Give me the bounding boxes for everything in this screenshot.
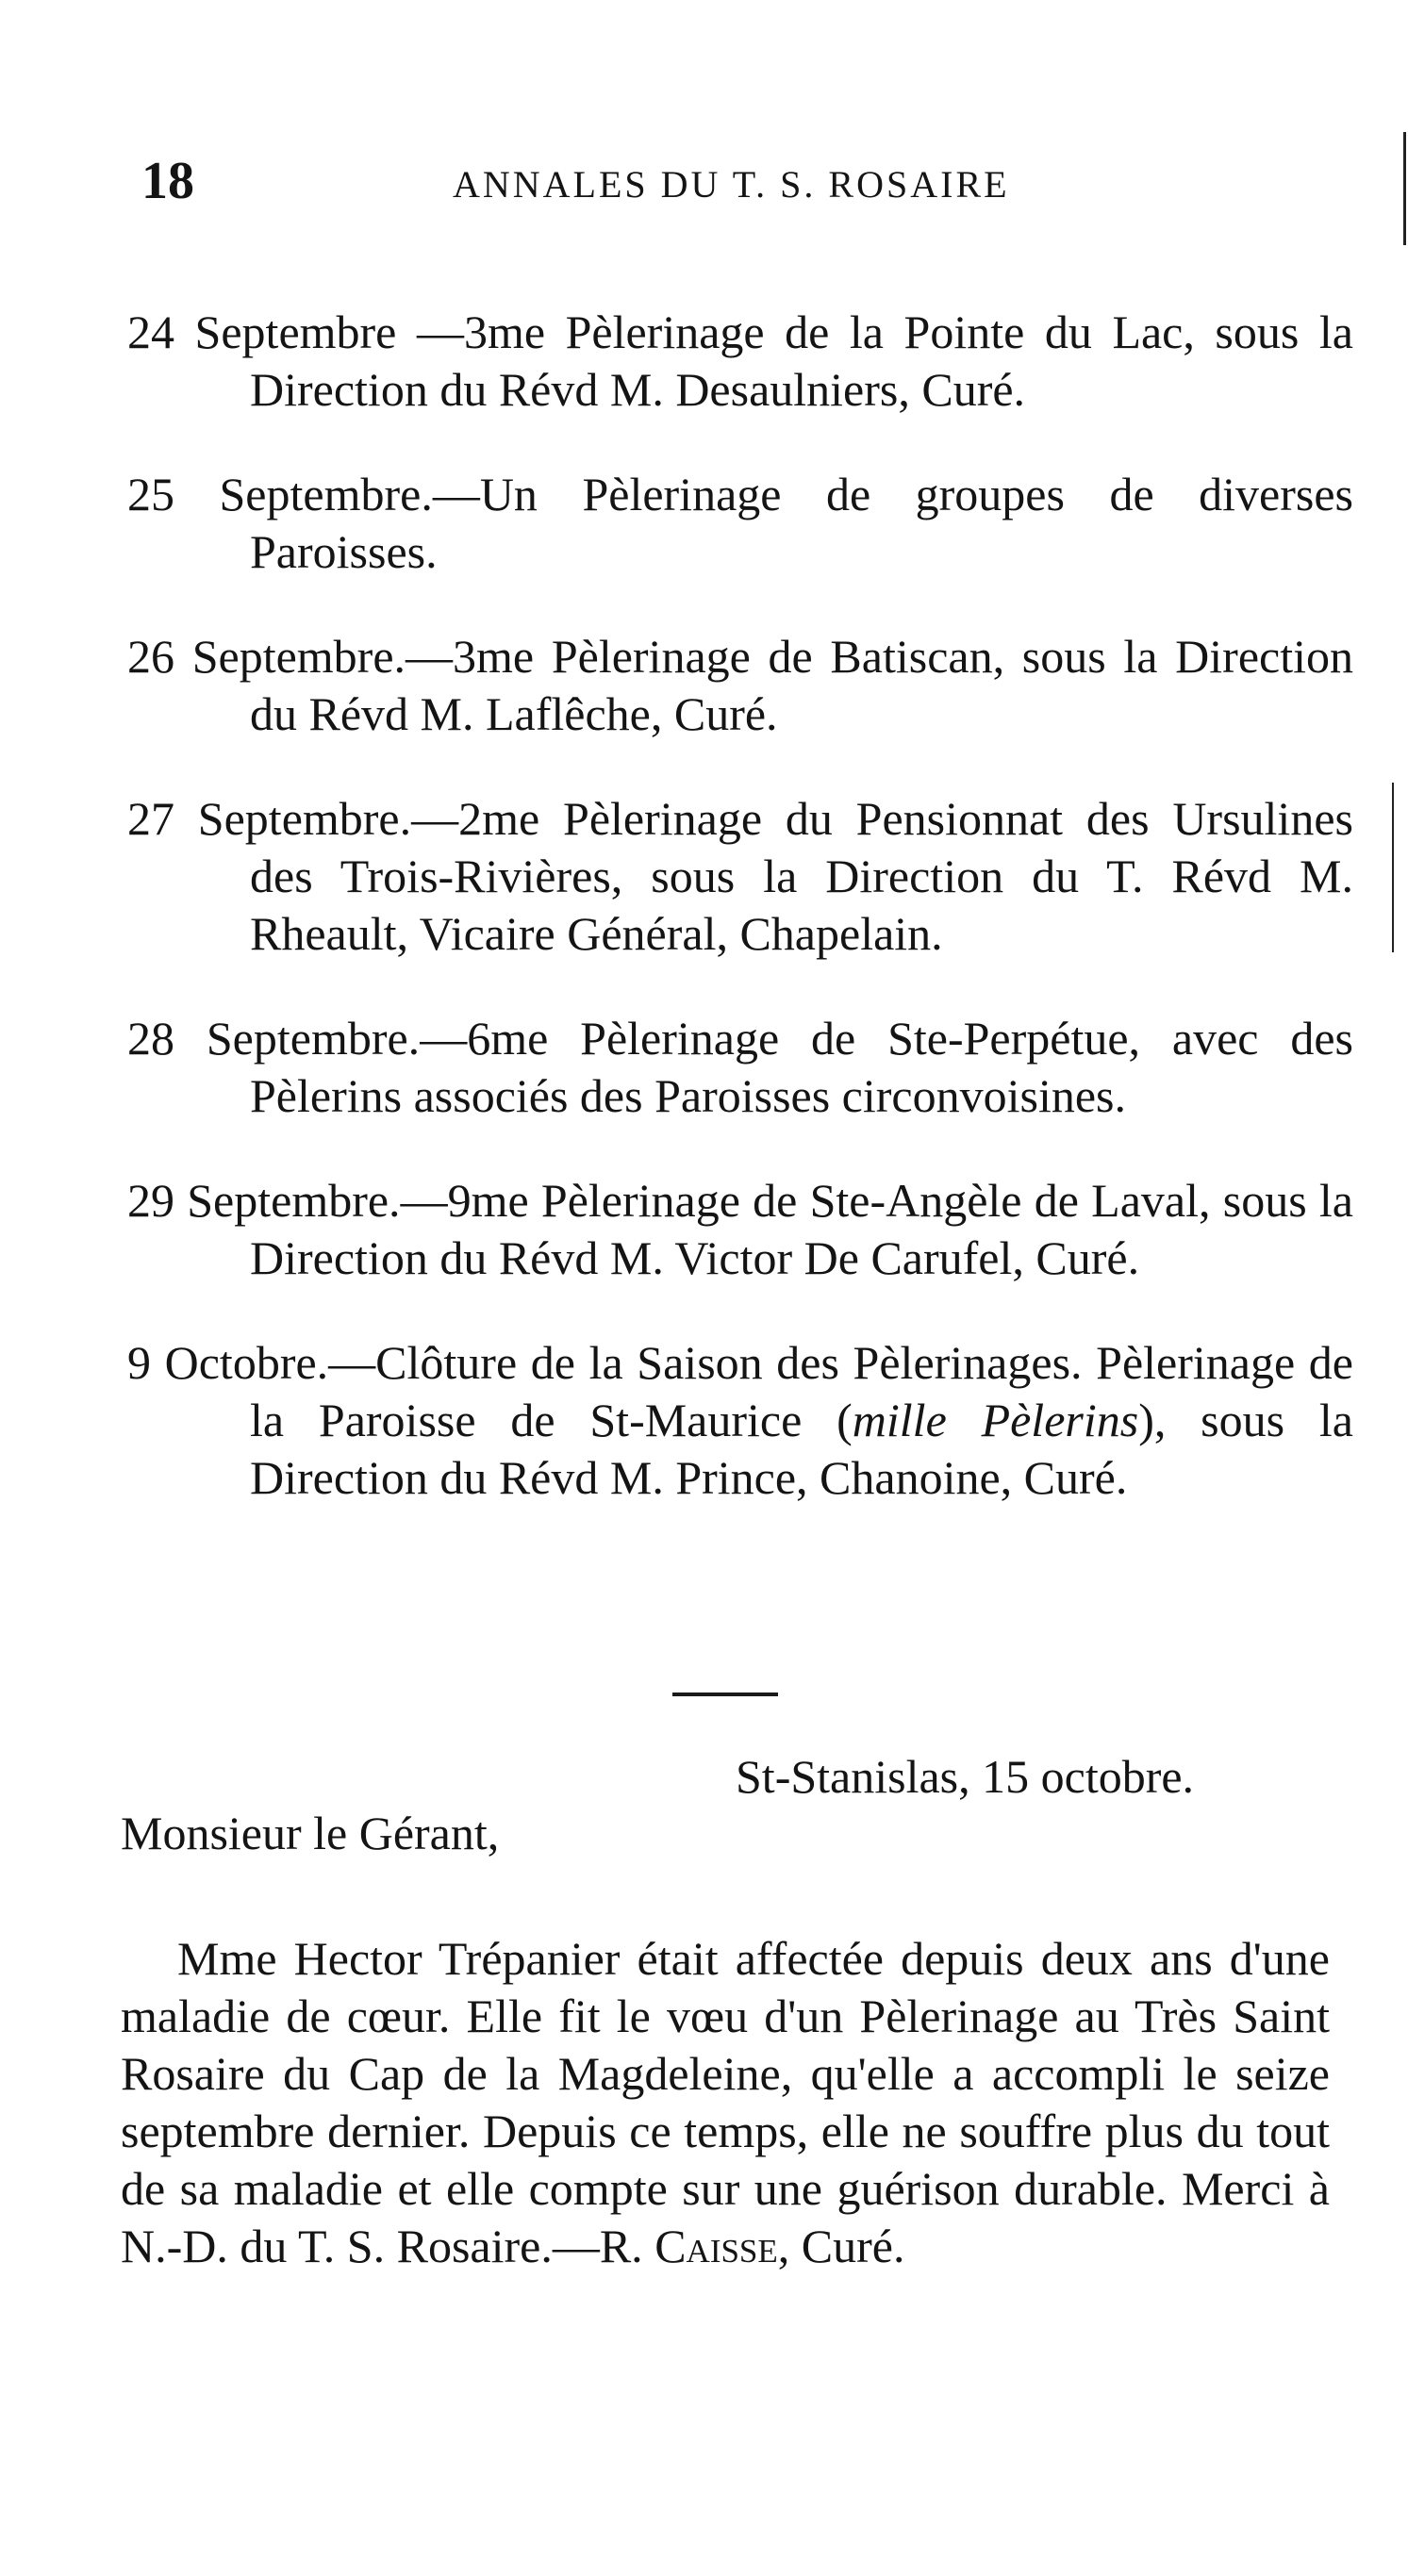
entry-text: ), sous la Direction du Révd M. Prince, Chanoine, Curé.	[250, 1394, 1353, 1504]
entry-text: —3me Pèlerinage de Batiscan, sous la Direction du Révd M. Laflêche, Curé.	[250, 630, 1353, 740]
list-item	[127, 790, 1353, 963]
list-item	[127, 304, 1353, 419]
entry-date: 24 Septembre	[127, 305, 397, 358]
entry-date: 26 Septembre.	[127, 630, 406, 683]
entry-text: —Clôture de la Saison des Pèlerinages. Pèlerinage de la Paroisse de St-Maurice (	[250, 1336, 1353, 1446]
entry-text: —6me Pèlerinage de Ste-Perpétue, avec des Pèlerins associés des Paroisses circonvoisines.	[250, 1012, 1353, 1122]
entry-text: —Un Pèlerinage de groupes de diverses Paroisses.	[250, 468, 1353, 578]
letter-body	[121, 1930, 1330, 2275]
entry-text: —2me Pèlerinage du Pensionnat des Ursulines des Trois-Rivières, sous la Direction du T. Révd M. Rheault, Vicaire Général, Chapelain.	[250, 792, 1353, 960]
scan-edge-mark	[1392, 783, 1394, 952]
list-item	[127, 1010, 1353, 1125]
letter-text: Mme Hector Trépanier était affectée depuis deux ans d'une maladie de cœur. Elle fit le vœu d'un Pèlerinage au Très Saint Rosaire du Cap de la Magdeleine, qu'elle a accompli le seize septembre dernier. Depuis ce temps, elle ne souffre plus du tout de sa maladie et elle compte sur une guérison durable. Merci à N.-D. du T. S. Rosaire.—R.	[121, 1932, 1330, 2272]
entry-date: 25 Septembre.	[127, 468, 433, 520]
entry-date: 28 Septembre.	[127, 1012, 421, 1065]
page-number: 18	[141, 152, 194, 210]
list-item	[127, 1172, 1353, 1287]
letter-salutation: Monsieur le Gérant,	[121, 1807, 500, 1859]
entry-date: 9 Octobre.	[127, 1336, 329, 1389]
letter-place-date: St-Stanislas, 15 octobre.	[736, 1750, 1195, 1803]
pilgrimage-list	[127, 256, 1353, 1522]
page-header	[141, 151, 1367, 217]
entry-date: 29 Septembre.	[127, 1174, 401, 1227]
entry-text-italic: mille Pèlerins	[852, 1394, 1139, 1446]
entry-text: —3me Pèlerinage de la Pointe du Lac, sous la Direction du Révd M. Desaulniers, Curé.	[250, 305, 1353, 416]
signature-name: Caisse	[654, 2220, 778, 2272]
list-item	[127, 1334, 1353, 1507]
scan-edge-mark	[1403, 132, 1406, 245]
running-title: ANNALES DU T. S. ROSAIRE	[453, 163, 1010, 206]
section-divider	[672, 1693, 778, 1696]
entry-date: 27 Septembre.	[127, 792, 412, 845]
list-item	[127, 466, 1353, 581]
entry-text: —9me Pèlerinage de Ste-Angèle de Laval, sous la Direction du Révd M. Victor De Carufel, Curé.	[250, 1174, 1353, 1284]
list-item	[127, 628, 1353, 743]
signature-tail: , Curé.	[777, 2220, 905, 2272]
